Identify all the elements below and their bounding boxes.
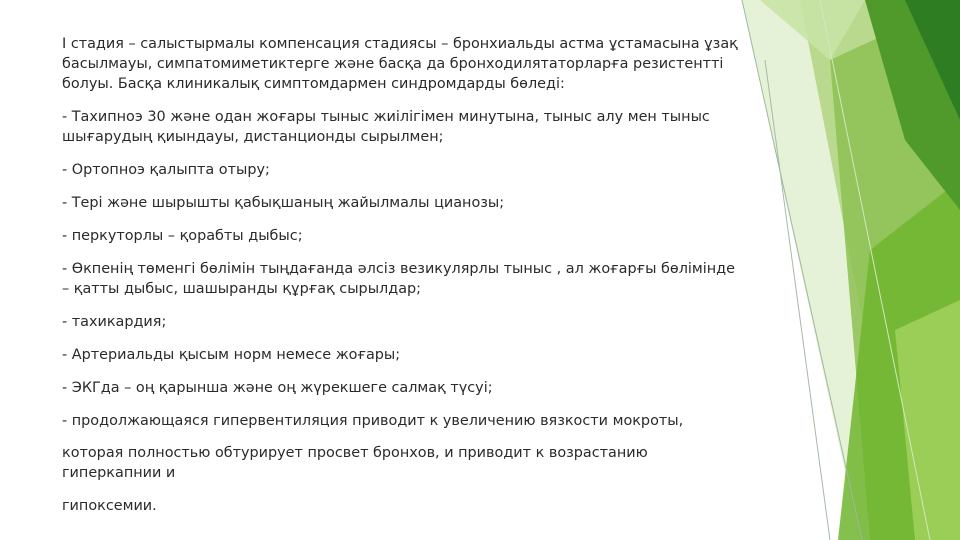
paragraph-obstruction: которая полностью обтурирует просвет бронхов, и приводит к возрастанию гиперкапнии и: [62, 445, 648, 481]
paragraph-ecg: - ЭКГда – оң қарынша және оң жүрекшеге салмақ түсуі;: [62, 380, 493, 396]
paragraph-percussion: - перкуторлы – қорабты дыбыс;: [62, 228, 303, 244]
paragraph-cyanosis: - Тері және шырышты қабықшаның жайылмалы цианозы;: [62, 195, 505, 211]
slide-body: [62, 34, 742, 529]
paragraph-blood-pressure: - Артериальды қысым норм немесе жоғары;: [62, 347, 401, 363]
paragraph-auscultation: - Өкпенің төменгі бөлімін тыңдағанда әлсіз везикулярлы тыныс , ал жоғарғы бөлімінде – қатты дыбыс, шашыранды құрғақ сырылдар;: [62, 261, 735, 297]
paragraph-tachypnea: - Тахипноэ 30 және одан жоғары тыныс жиілігімен минутына, тыныс алу мен тыныс шығарудың қиындауы, дистанционды сырылмен;: [62, 109, 710, 145]
paragraph-intro: I стадия – салыстырмалы компенсация стадиясы – бронхиальды астма ұстамасына ұзақ басылмауы, симпатомиметиктерге және басқа да бронходилятаторларға резистентті болуы. Басқа клиникалық симптомдармен синдромдарды бөледі:: [62, 36, 738, 92]
paragraph-hypoxemia: гипоксемии.: [62, 498, 157, 514]
paragraph-hyperventilation: - продолжающаяся гипервентиляция приводит к увеличению вязкости мокроты,: [62, 413, 684, 429]
paragraph-tachycardia: - тахикардия;: [62, 314, 167, 330]
paragraph-orthopnea: - Ортопноэ қалыпта отыру;: [62, 162, 270, 178]
